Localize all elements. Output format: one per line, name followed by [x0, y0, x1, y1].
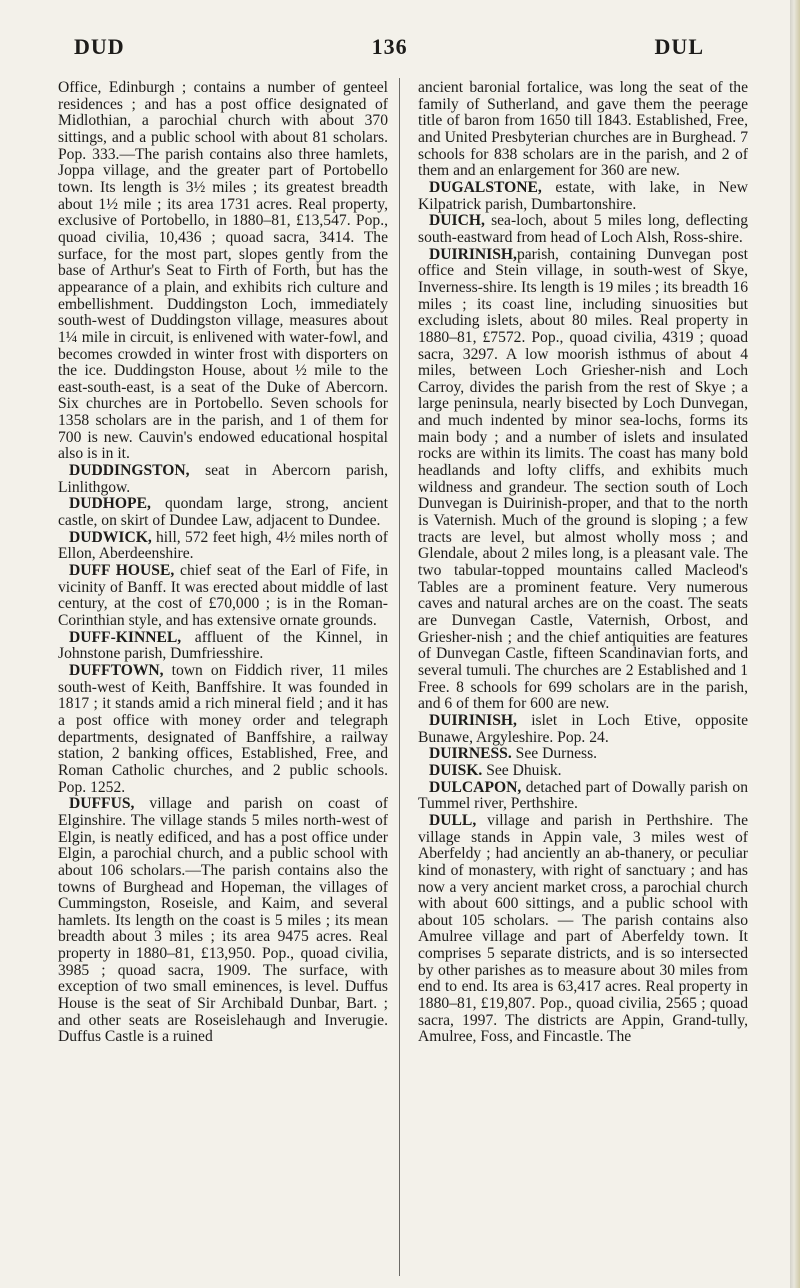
entry: [418, 213, 748, 246]
entry-headword: DUDDINGSTON,: [69, 462, 190, 480]
entry-headword: DUIRNESS.: [429, 745, 512, 763]
entry-text: seat in Abercorn parish, Linlithgow.: [58, 462, 388, 496]
entry: [418, 746, 748, 763]
entry-text: Office, Edinburgh ; contains a number of genteel residences ; and has a post office designated of Midlothian, a parochial church with about 370 sittings, and a public school with about 81 scholars. Pop. 333.—The parish contains also three hamlets, Joppa village, and the greater part of Portobello town. Its length is 3½ miles ; its greatest breadth about 1½ mile ; its area 1731 acres. Real property, exclusive of Portobello, in 1880–81, £13,547. Pop., quoad civilia, 10,436 ; quoad sacra, 3414. The surface, for the most part, slopes gently from the base of Arthur's Seat to Firth of Forth, but has the appearance of a plain, and exhibits rich culture and embellishment. Duddingston Loch, immediately south-west of Duddingston village, measures about 1¼ mile in circuit, is enlivened with water-fowl, and becomes crowded in winter frost with disporters on the ice. Duddingston House, about ½ mile to the east-south-east, is a seat of the Duke of Abercorn. Six churches are in Portobello. Seven schools for 1358 scholars are in the parish, and 1 of them for 700 is new. Cauvin's endowed educational hospital also is in it.: [58, 79, 388, 463]
entry-headword: DUICH,: [429, 212, 485, 230]
entry: [58, 530, 388, 563]
entry: [418, 180, 748, 213]
entry-headword: DUIRINISH,: [429, 711, 517, 729]
entry-text: village and parish in Perthshire. The village stands in Appin vale, 3 miles west of Aberfeldy ; had anciently an ab-thanery, or peculiar kind of monastery, with right of sanctuary ; and has now a very ancient market cross, a parochial church with about 600 sittings, and a public school with about 105 scholars. — The parish contains also Amulree village and part of Aberfeldy town. It comprises 5 separate districts, and is so intersected by other parishes as to measure about 30 miles from end to end. Its area is 63,417 acres. Real property in 1880–81, £19,807. Pop., quoad civilia, 2565 ; quoad sacra, 1997. The districts are Appin, Grand-tully, Amulree, Foss, and Fincastle. The: [418, 811, 748, 1046]
entry: [418, 763, 748, 780]
entry: [58, 563, 388, 630]
entry: [418, 80, 748, 180]
column-divider: [399, 78, 400, 1276]
entry: [58, 663, 388, 796]
entry-headword: DUISK.: [429, 761, 483, 779]
page-edge: [790, 0, 800, 1288]
entry-text: detached part of Dowally parish on Tummel river, Perthshire.: [418, 778, 748, 813]
entry-text: See Dhuisk.: [482, 761, 562, 779]
entry-text: town on Fiddich river, 11 miles south-west of Keith, Banffshire. It was founded in 1817 ; it stands amid a rich mineral field ; and it has a post office with money order and telegraph departments, designated of Banffshire, a railway station, 2 banking offices, Established, Free, and Roman Catholic churches, and 2 public schools. Pop. 1252.: [58, 661, 388, 796]
entry-headword: DUIRINISH,: [429, 245, 517, 263]
entry-text: See Durness.: [511, 745, 598, 763]
entry-text: chief seat of the Earl of Fife, in vicinity of Banff. It was erected about middle of last century, at the cost of £70,000 ; is in the Roman-Corinthian style, and has extensive ornate grounds.: [58, 562, 388, 629]
entry-headword: DUFFTOWN,: [69, 661, 164, 679]
entry-text: village and parish on coast of Elginshire. The village stands 5 miles north-west of Elgin, is neatly edificed, and has a post office under Elgin, a parochial church, and a public school with about 106 scholars.—The parish contains also the towns of Burghead and Hopeman, the villages of Cummingston, Roseisle, and Kaim, and several hamlets. Its length on the coast is 5 miles ; its mean breadth about 3 miles ; its area 9475 acres. Real property in 1880–81, £13,950. Pop., quoad civilia, 3985 ; quoad sacra, 1909. The surface, with exception of two small eminences, is level. Duffus House is the seat of Sir Archibald Dunbar, Bart. ; and other seats are Roseislehaugh and Inverugie. Duffus Castle is a ruined: [58, 795, 388, 1046]
entry: [418, 713, 748, 746]
entry-headword: DUDWICK,: [69, 528, 152, 546]
entry: [58, 796, 388, 1046]
entry-text: parish, containing Dunvegan post office and Stein village, in south-west of Skye, Inverness-shire. Its length is 19 miles ; its breadth 16 miles ; its coast line, including sinuosities but excluding islets, about 80 miles. Real property in 1880–81, £7572. Pop., quoad civilia, 4319 ; quoad sacra, 3297. A low moorish isthmus of about 4 miles, between Loch Griesher-nish and Loch Carroy, divides the parish from the rest of Skye ; a large peninsula, nearly bisected by Loch Dunvegan, and much indented by minor sea-lochs, forms its main body ; and a number of islets and insulated rocks are within its limits. The coast has many bold headlands and lofty cliffs, and exhibits much wildness and grandeur. The section south of Loch Dunvegan is Duirinish-proper, and that to the north is Vaternish. Much of the ground is sloping ; a few tracts are level, but almost wholly moss ; and Glendale, about 2 miles long, is a pleasant vale. The two tabular-topped mountains called Macleod's Tables are a prominent feature. Very numerous caves and natural arches are on the coast. The seats are Dunvegan Castle, Vaternish, Orbost, and Griesher-nish ; and the chief antiquities are features of Dunvegan Castle, fifteen Scandinavian forts, and several tumuli. The churches are 2 Established and 1 Free. 8 schools for 699 scholars are in the parish, and 6 of them for 600 are new.: [418, 245, 749, 713]
entry-headword: DULL,: [429, 811, 477, 829]
header-left-word: DUD: [74, 34, 125, 59]
left-column: [58, 80, 388, 1046]
entry: [58, 630, 388, 663]
entry-text: estate, with lake, in New Kilpatrick parish, Dumbartonshire.: [418, 178, 748, 213]
entry: [418, 813, 748, 1046]
entry-headword: DUFF HOUSE,: [69, 562, 175, 580]
entry-headword: DUGALSTONE,: [429, 178, 542, 196]
entry-headword: DUFF-KINNEL,: [69, 628, 182, 646]
entry: [58, 80, 388, 463]
page-number: 136: [371, 34, 408, 59]
entry-text: ancient baronial fortalice, was long the seat of the family of Sutherland, and gave them the peerage title of baron from 1650 till 1843. Established, Free, and United Presbyterian churches are in Burghead. 7 schools for 838 scholars are in the parish, and 2 of them and an enlargement for 360 are new.: [418, 79, 748, 180]
entry-headword: DUDHOPE,: [69, 495, 151, 513]
entry-headword: DULCAPON,: [429, 778, 522, 796]
right-column: [418, 80, 748, 1046]
entry: [58, 496, 388, 529]
entry: [418, 247, 748, 713]
entry-text: affluent of the Kinnel, in Johnstone parish, Dumfriesshire.: [58, 628, 388, 663]
header-right-word: DUL: [654, 34, 704, 59]
entry-headword: DUFFUS,: [69, 795, 135, 813]
running-header: [74, 34, 704, 60]
entry: [58, 463, 388, 496]
entry-text: sea-loch, about 5 miles long, deflecting south-eastward from head of Loch Alsh, Ross-shire.: [418, 212, 748, 246]
entry-text: hill, 572 feet high, 4½ miles north of Ellon, Aberdeenshire.: [58, 528, 388, 563]
entry: [418, 780, 748, 813]
entry-text: quondam large, strong, ancient castle, on skirt of Dundee Law, adjacent to Dundee.: [58, 495, 388, 530]
entry-text: islet in Loch Etive, opposite Bunawe, Argyleshire. Pop. 24.: [418, 711, 748, 746]
